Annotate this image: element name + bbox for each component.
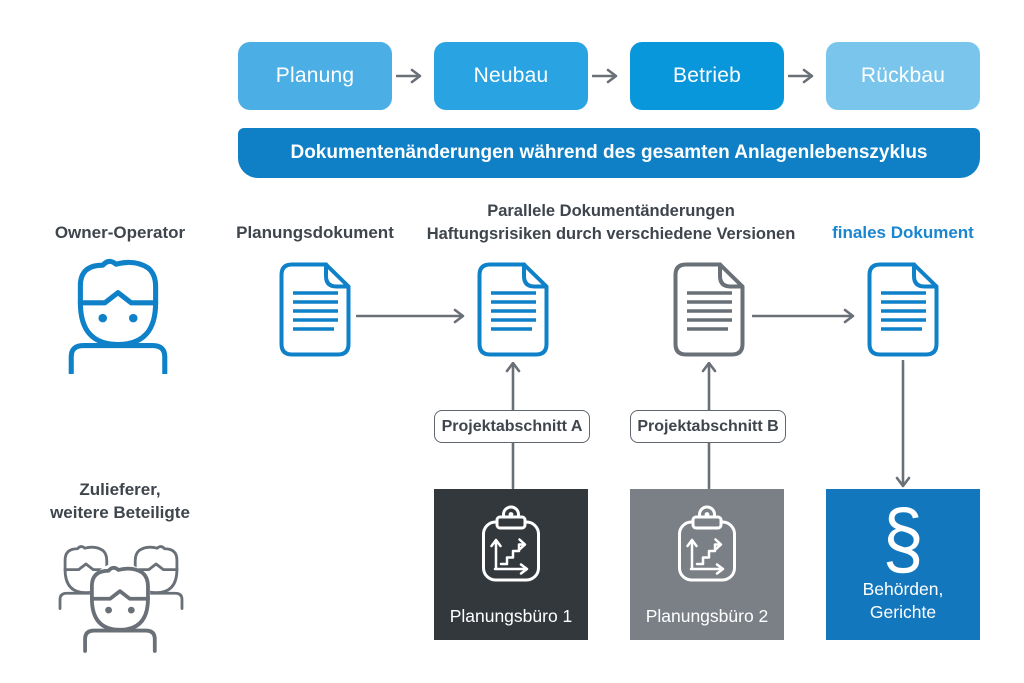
planning-document-label: Planungsdokument: [236, 223, 394, 242]
stage-planung: Planung: [238, 42, 392, 110]
worker-icon: [62, 252, 174, 374]
parallel-changes-label: [411, 200, 811, 245]
stage-rueckbau: Rückbau: [826, 42, 980, 110]
planning-office-1-label: Planungsbüro 1: [449, 606, 573, 626]
planning-office-2-box: [630, 489, 784, 640]
arrow-right-icon: [396, 68, 426, 84]
final-document-label: finales Dokument: [832, 223, 974, 242]
suppliers-label-line2: weitere Beteiligte: [50, 502, 190, 522]
clipboard-chart-icon: [479, 505, 543, 585]
document-icon-version-b: [672, 261, 746, 358]
clipboard-chart-icon: [675, 505, 739, 585]
suppliers-label: [20, 479, 220, 524]
owner-operator-label: Owner-Operator: [54, 223, 186, 242]
lifecycle-banner: Dokumentenänderungen während des gesamten Anlagenlebenszyklus: [238, 128, 980, 178]
document-icon-planning: [278, 261, 352, 358]
arrow-final-down: [895, 360, 911, 488]
group-icon: [53, 522, 189, 658]
stage-betrieb: Betrieb: [630, 42, 784, 110]
planning-office-2-label: Planungsbüro 2: [645, 606, 769, 626]
arrow-right-icon: [592, 68, 622, 84]
arrow-version-b-to-final: [752, 308, 860, 324]
suppliers-label-line1: Zulieferer,: [79, 480, 161, 499]
phase-label-a: Projektabschnitt A: [434, 410, 590, 443]
arrow-planning-to-version-a: [356, 308, 470, 324]
authority-label-line1: Behörden,: [862, 579, 944, 599]
authority-box: [826, 489, 980, 640]
parallel-changes-line1: Parallele Dokumentänderungen: [487, 202, 735, 220]
phase-label-b: Projektabschnitt B: [630, 410, 786, 443]
arrow-right-icon: [788, 68, 818, 84]
document-icon-version-a: [476, 261, 550, 358]
parallel-changes-line2: Haftungsrisiken durch verschiedene Versionen: [426, 224, 796, 243]
planning-office-1-box: [434, 489, 588, 640]
paragraph-icon: §: [882, 493, 924, 584]
authority-label: [826, 578, 980, 624]
authority-label-line2: Gerichte: [869, 602, 937, 622]
document-icon-final: [866, 261, 940, 358]
stage-neubau: Neubau: [434, 42, 588, 110]
